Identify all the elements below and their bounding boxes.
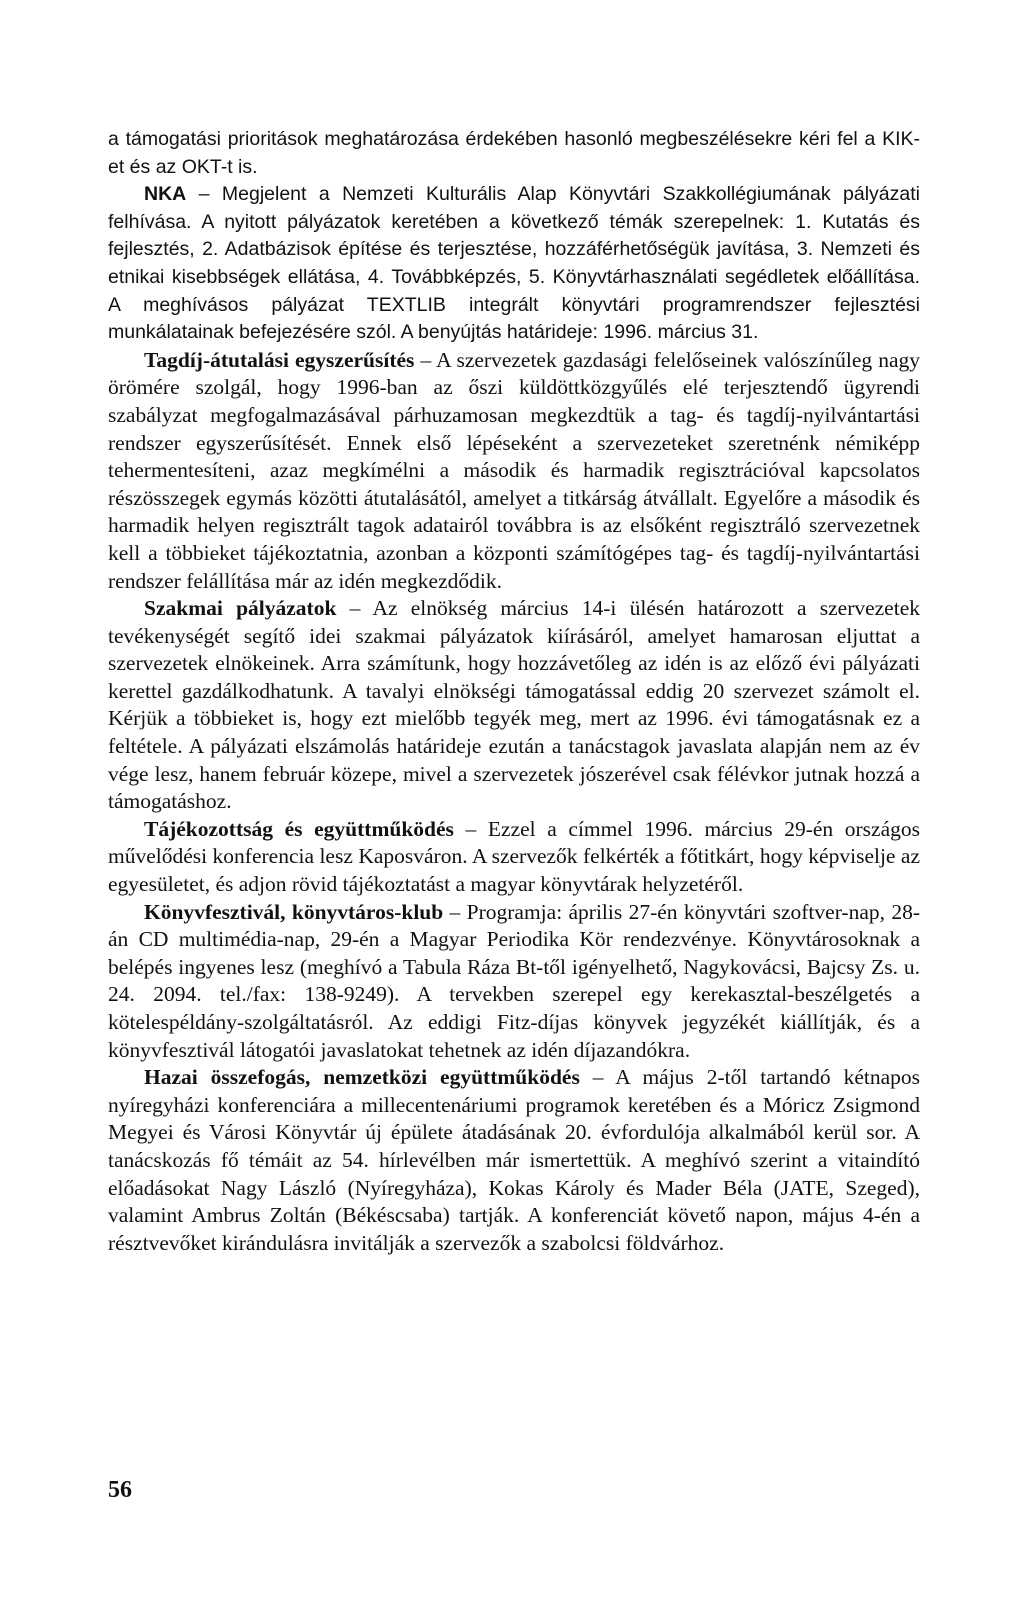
paragraph-text: – Ezzel a címmel 1996. március 29-én országos művelődési konferencia lesz Kaposváron. A szervezők felkérték a főtitkárt, hogy képviselje az egyesületet, és adjon rövid tájékoztatást a magyar könyvtárak helyzetéről. [108, 816, 921, 897]
paragraph-text: – A szervezetek gazdasági felelőseinek valószínűleg nagy örömére szolgál, hogy 1996-ban az őszi küldöttközgyűlés elé terjesztendő ügyrendi szabályzat megfogalmazásával párhuzamosan megkezdtük a tag- és tagdíj-nyilvántartási rendszer egyszerűsítését. Ennek első lépéseként a szervezeteket szeretnénk némiképp tehermentesíteni, azaz megkímélni a második és harmadik regisztrációval kapcsolatos részösszegek egymás közötti átutalásától, amelyet a titkárság átvállalt. Egyelőre a második és harmadik helyen regisztrált tagok adatairól továbbra is az elsőként regisztráló szervezetnek kell a többieket tájékoztatnia, azonban a központi számítógépes tag- és tagdíj-nyilvántartási rendszer felállítása már az idén megkezdődik. [108, 347, 920, 593]
paragraph-lead: Tájékozottság és együttműködés [144, 816, 454, 841]
paragraph-hazai-osszefogas [108, 1064, 920, 1257]
paragraph-szakmai-palyazatok [108, 595, 920, 816]
page-body [108, 126, 920, 1257]
paragraph-continuation [108, 126, 920, 181]
paragraph-text: a támogatási prioritások meghatározása érdekében hasonló megbeszélésekre kéri fel a KIK-et és az OKT-t is. [108, 128, 920, 178]
paragraph-text: – Megjelent a Nemzeti Kulturális Alap Könyvtári Szakkollégiumának pályázati felhívása. A nyitott pályázatok keretében a következő témák szerepelnek: 1. Kutatás és fejlesztés, 2. Adatbázisok építése és terjesztése, hozzáférhetőségük javítása, 3. Nemzeti és etnikai kisebbségek ellátása, 4. Továbbképzés, 5. Könyvtárhasználati segédletek előállítása. A meghívásos pályázat TEXTLIB integrált könyvtári programrendszer fejlesztési munkálatainak befejezésére szól. A benyújtás határideje: 1996. március 31. [108, 183, 920, 344]
paragraph-nka [108, 181, 920, 347]
paragraph-lead: NKA [144, 183, 187, 206]
paragraph-text: – Programja: április 27-én könyvtári szoftver-nap, 28-án CD multimédia-nap, 29-én a Magyar Periodika Kör rendezvénye. Könyvtárosoknak a belépés ingyenes lesz (meghívó a Tabula Ráza Bt-től igényelhető, Nagykovácsi, Bajcsy Zs. u. 24. 2094. tel./fax: 138-9249). A tervekben szerepel egy kerekasztal-beszélgetés a kötelespéldány-szolgáltatásról. Az eddigi Fitz-díjas könyvek jegyzékét kiállítják, és a könyvfesztivál látogatói javaslatokat tehetnek az idén díjazandókra. [108, 899, 920, 1062]
paragraph-lead: Szakmai pályázatok [144, 596, 337, 621]
page-number: 56 [108, 1477, 132, 1503]
paragraph-lead: Tagdíj-átutalási egyszerűsítés [144, 347, 415, 372]
paragraph-tagdij [108, 347, 920, 595]
paragraph-lead: Hazai összefogás, nemzetközi együttműködés [144, 1065, 580, 1090]
paragraph-tajekozottsag [108, 816, 920, 899]
paragraph-konyvfesztival [108, 899, 920, 1065]
paragraph-lead: Könyvfesztivál, könyvtáros-klub [144, 899, 444, 924]
paragraph-text: – Az elnökség március 14-i ülésén határozott a szervezetek tevékenységét segítő idei szakmai pályázatok kiírásáról, amelyet hamarosan eljuttat a szervezetek elnökeinek. Arra számítunk, hogy hozzávetőleg az idén is az előző évi pályázati kerettel gazdálkodhatunk. A tavalyi elnökségi támogatással eddig 20 szervezet számolt el. Kérjük a többieket is, hogy ezt mielőbb tegyék meg, mert az 1996. évi támogatásnak ez a feltétele. A pályázati elszámolás határideje ezután a tanácstagok javaslata alapján nem az év vége lesz, hanem február közepe, mivel a szervezetek jószerével csak félévkor jutnak hozzá a támogatáshoz. [108, 596, 920, 814]
paragraph-text: – A május 2-től tartandó kétnapos nyíregyházi konferenciára a millecentenáriumi programok keretében és a Móricz Zsigmond Megyei és Városi Könyvtár új épülete átadásának 20. évfordulója alkalmából kerül sor. A tanácskozás fő témáit az 54. hírlevélben már ismertettük. A meghívó szerint a vitaindító előadásokat Nagy László (Nyíregyháza), Kokas Károly és Mader Béla (JATE, Szeged), valamint Ambrus Zoltán (Békéscsaba) tartják. A konferenciát követő napon, május 4-én a résztvevőket kirándulásra invitálják a szervezők a szabolcsi földvárhoz. [108, 1065, 920, 1255]
